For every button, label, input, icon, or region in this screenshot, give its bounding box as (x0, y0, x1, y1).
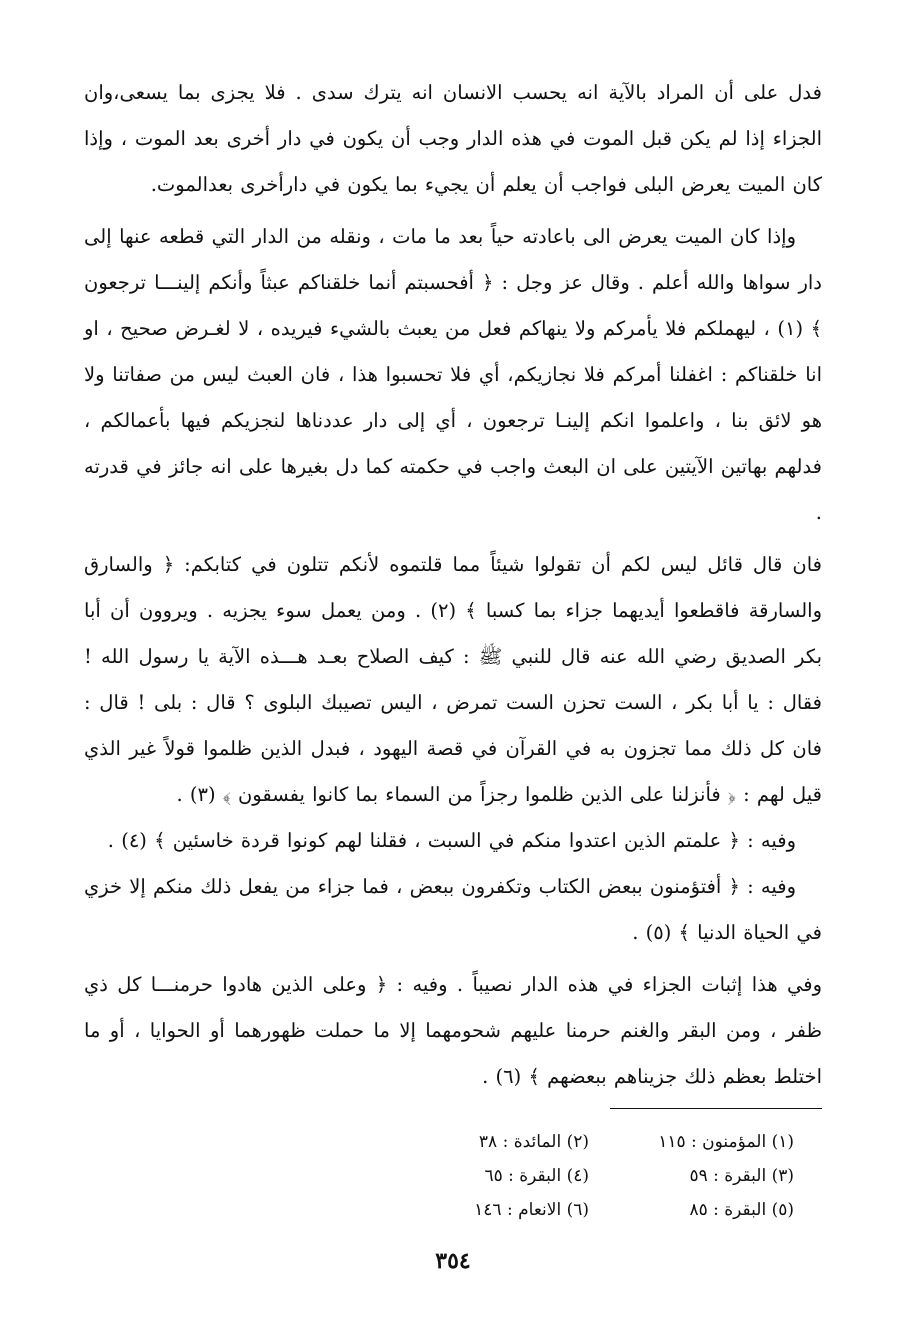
footnote-5: (٥) البقرة : ٨٥ (689, 1200, 794, 1220)
paragraph-1: فدل على أن المراد بالآية انه يحسب الانسان انه يترك سدى . فلا يجزى بما يسعى،وان الجزاء إذا لم يكن قبل الموت في هذه الدار وجب أن يكون في دار أخرى بعد الموت ، وإذا كان الميت يعرض البلى فواجب أن يعلم أن يجيء بما يكون في دارأخرى بعدالموت. (84, 81, 822, 196)
footnotes (384, 1128, 794, 1224)
footnote-1: (١) المؤمنون : ١١٥ (658, 1132, 794, 1152)
footnote-3: (٣) البقرة : ٥٩ (689, 1166, 794, 1186)
paragraph-6: وفي هذا إثبات الجزاء في هذه الدار نصيباً . وفيه : ﴿ وعلى الذين هادوا حرمنـــا كل ذي ظفر ، ومن البقر والغنم حرمنا عليهم شحومهما إلا ما حملت ظهورهما أو الحوايا ، أو ما اختلط بعظم ذلك جزيناهم ببعضهم ﴾ (٦) . (84, 973, 822, 1088)
footnote-2: (٢) المائدة : ٣٨ (478, 1132, 589, 1152)
paragraph-3: فان قال قائل ليس لكم أن تقولوا شيئاً مما قلتموه لأنكم تتلون في كتابكم: ﴿ والسارق والسارقة فاقطعوا أيديهما جزاء بما كسبا ﴾ (٢) . ومن يعمل سوء يجزيه . ويروون أن أبا بكر الصديق رضي الله عنه قال للنبي ﷺ : كيف الصلاح بعـد هـــذه الآية يا رسول الله ! فقال : يا أبا بكر ، الست تحزن الست تمرض ، اليس تصيبك البلوى ؟ قال : بلى ! قال : فان كل ذلك مما تجزون به في القرآن في قصة اليهود ، فبدل الذين ظلموا قولاً غير الذي قيل لهم : ﴿ فأنزلنا على الذين ظلموا رجزاً من السماء بما كانوا يفسقون ﴾ (٣) . (84, 553, 823, 806)
page-number: ٣٥٤ (435, 1248, 471, 1274)
footnote-6: (٦) الانعام : ١٤٦ (474, 1200, 589, 1220)
page-body (84, 70, 822, 1100)
paragraph-2: وإذا كان الميت يعرض الى باعادته حياً بعد ما مات ، ونقله من الدار التي قطعه عنها إلى دار سواها والله أعلم . وقال عز وجل : ﴿ أفحسبتم أنما خلقناكم عبثاً وأنكم إلينـــا ترجعون ﴾ (١) ، ليهملكم فلا يأمركم ولا ينهاكم فعل من يعبث بالشيء فيريده ، لا لغـرض صحيح ، او انا خلقناكم : اغفلنا أمركم فلا نجازيكم، أي فلا تحسبوا هذا ، فان العبث ليس من صفاتنا ولا هو لائق بنا ، واعلموا انكم إلينـا ترجعون ، أي إلى دار عددناها لنجزيكم فيها بأعمالكم ، فدلهم بهاتين الآيتين على ان البعث واجب في حكمته كما دل بغيرها على انه جائز في قدرته . (84, 225, 823, 524)
footnote-4: (٤) البقرة : ٦٥ (484, 1166, 589, 1186)
paragraph-4: وفيه : ﴿ علمتم الذين اعتدوا منكم في السبت ، فقلنا لهم كونوا قردة خاسئين ﴾ (٤) . (107, 829, 796, 852)
paragraph-5: وفيه : ﴿ أفتؤمنون ببعض الكتاب وتكفرون ببعض ، فما جزاء من يفعل ذلك منكم إلا خزي في الحياة الدنيا ﴾ (٥) . (84, 875, 822, 944)
footnote-divider (610, 1108, 822, 1109)
